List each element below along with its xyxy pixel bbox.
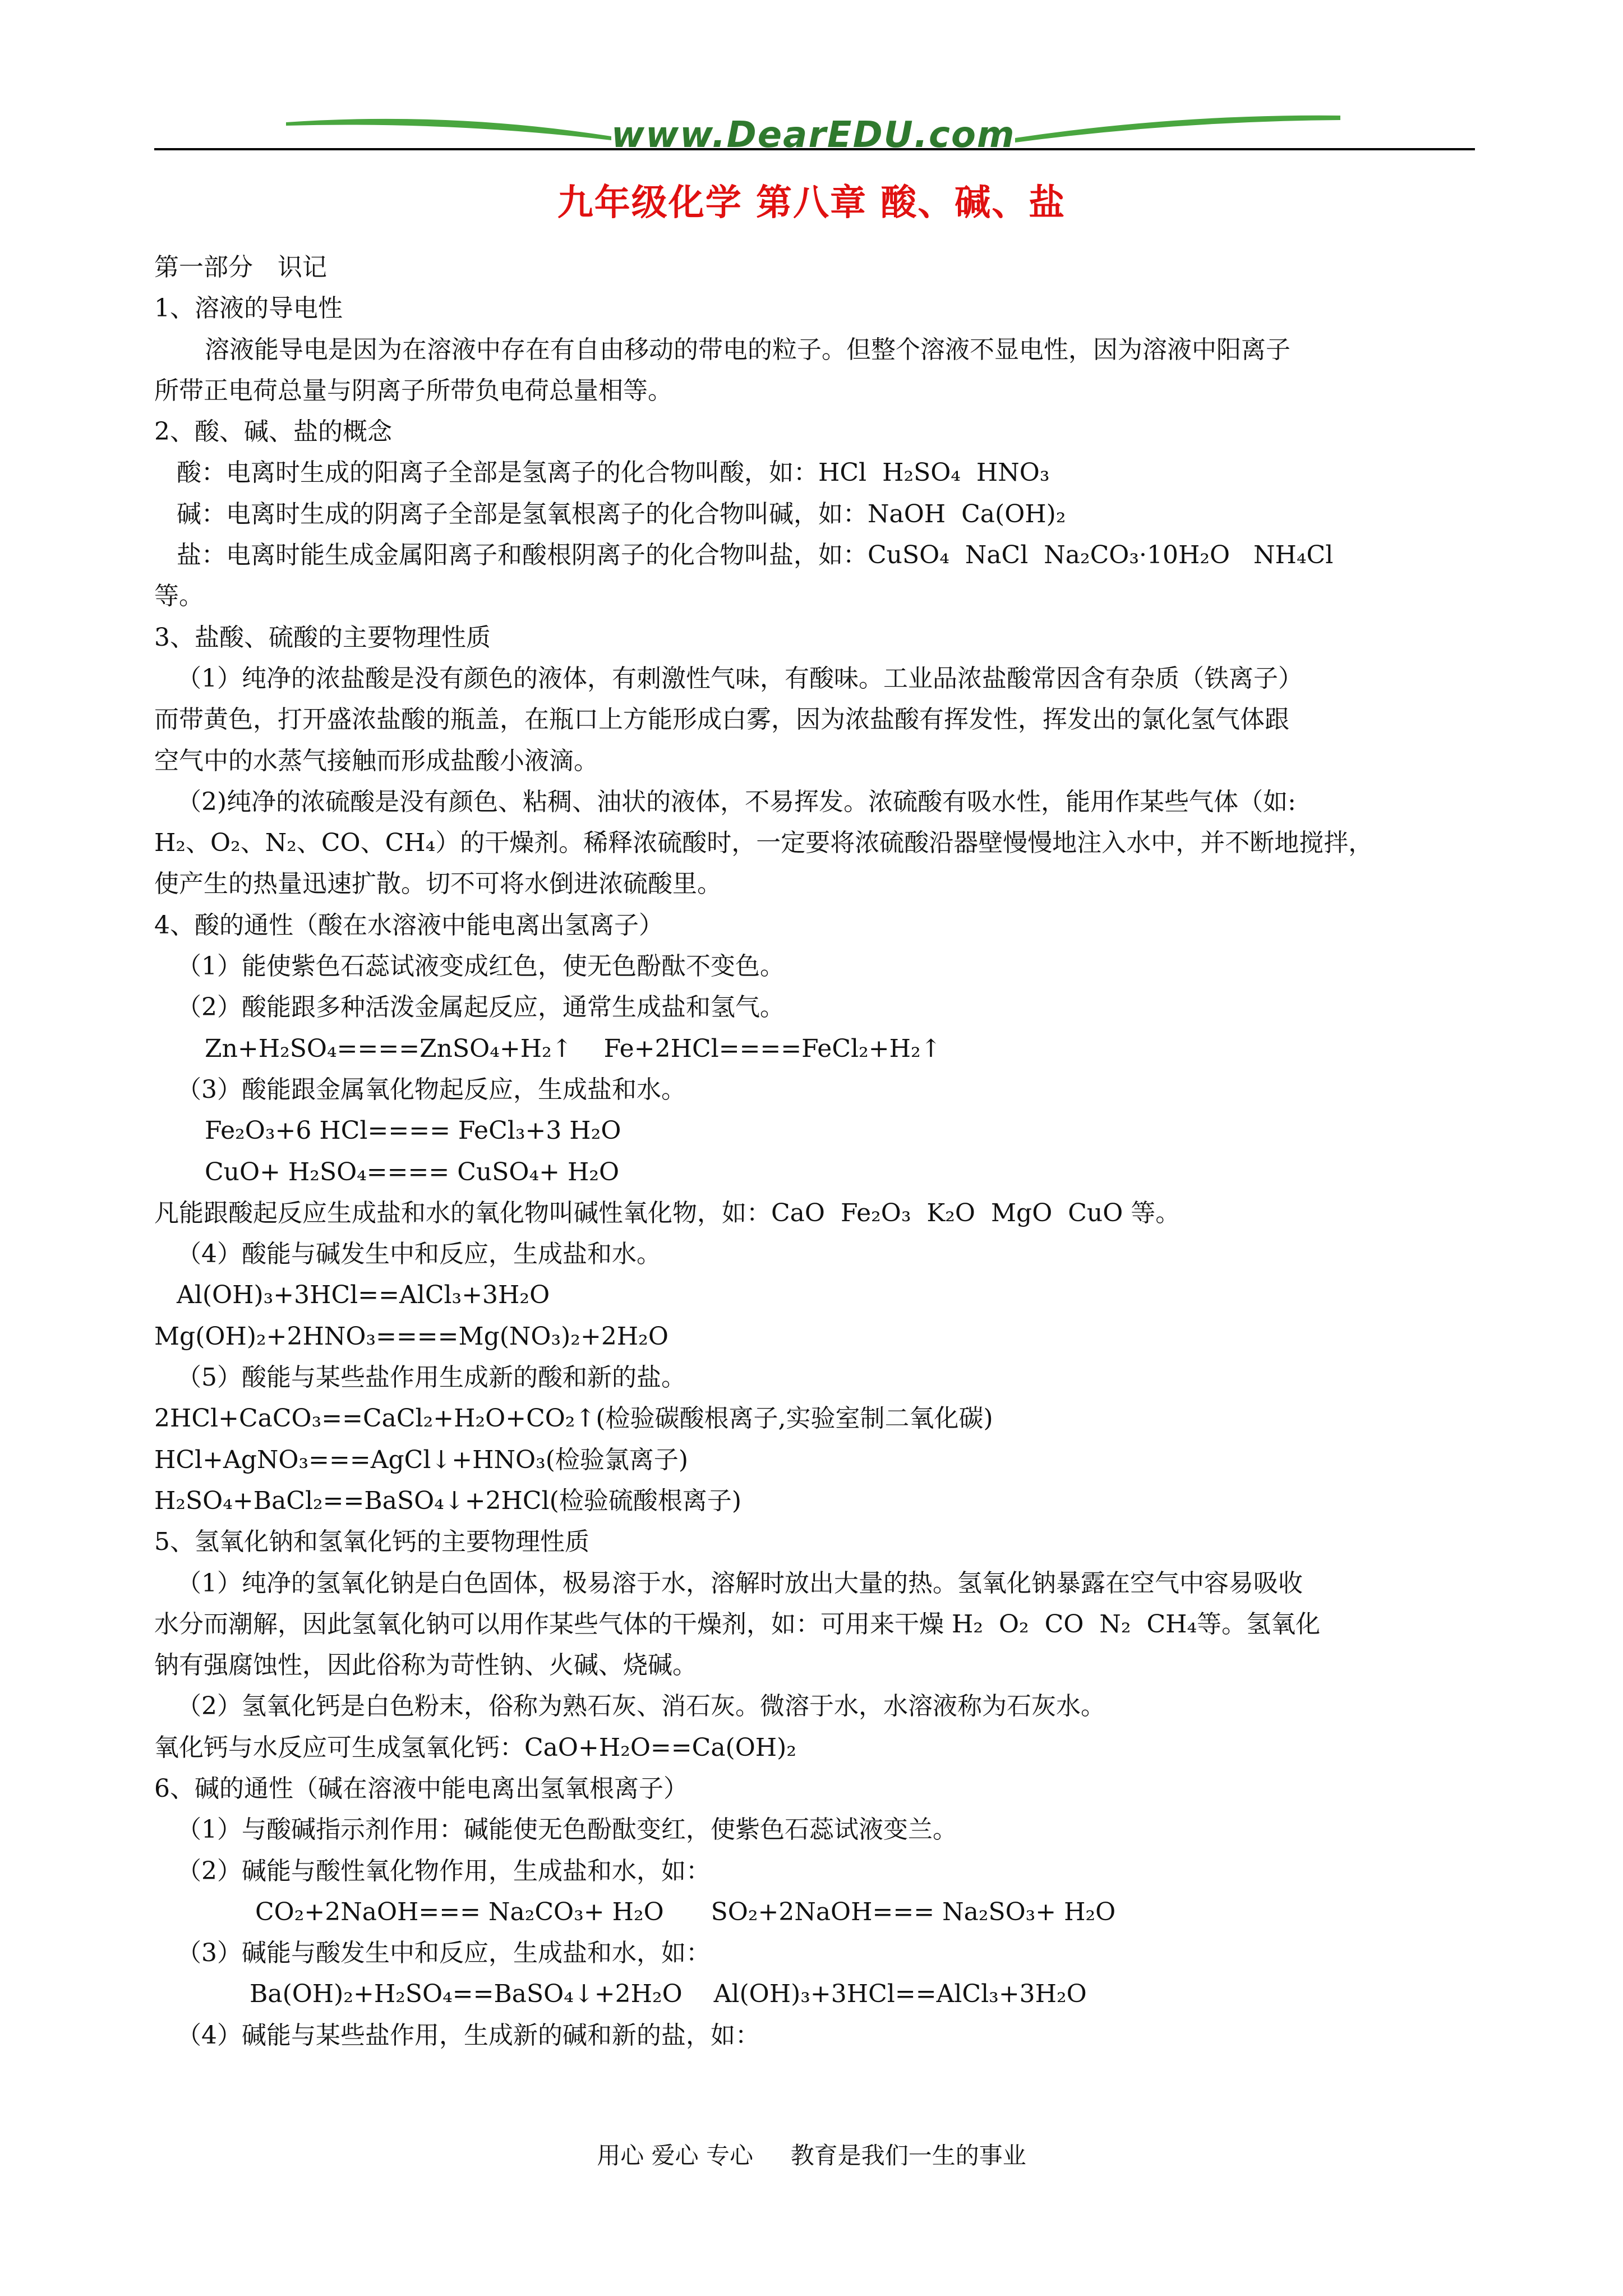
text-line: （1）纯净的浓盐酸是没有颜色的液体，有刺激性气味，有酸味。工业品浓盐酸常因含有杂质（铁离子） xyxy=(177,664,1303,693)
text-line: 等。 xyxy=(154,582,204,611)
text-line: 凡能跟酸起反应生成盐和水的氧化物叫碱性氧化物，如：CaO Fe₂O₃ K₂O MgO CuO 等。 xyxy=(154,1198,1181,1227)
text-line: （2）氢氧化钙是白色粉末，俗称为熟石灰、消石灰。微溶于水，水溶液称为石灰水。 xyxy=(177,1692,1105,1721)
text-line: Ba(OH)₂+H₂SO₄==BaSO₄↓+2H₂O Al(OH)₃+3HCl==AlCl₃+3H₂O xyxy=(250,1980,1087,2009)
document-body xyxy=(154,247,1478,2056)
text-line: 溶液能导电是因为在溶液中存在有自由移动的带电的粒子。但整个溶液不显电性，因为溶液中阳离子 xyxy=(205,335,1290,364)
logo-text: www.DearEDU.com xyxy=(611,114,1016,156)
text-line: （4）碱能与某些盐作用，生成新的碱和新的盐，如： xyxy=(177,2021,760,2050)
text-line: 盐：电离时能生成金属阳离子和酸根阴离子的化合物叫盐，如：CuSO₄ NaCl Na₂CO₃·10H₂O NH₄Cl xyxy=(177,541,1334,570)
text-line: （3）酸能跟金属氧化物起反应，生成盐和水。 xyxy=(177,1075,686,1104)
text-line: （5）酸能与某些盐作用生成新的酸和新的盐。 xyxy=(177,1363,686,1392)
text-line: 第一部分 识记 xyxy=(154,253,327,282)
text-line: Fe₂O₃+6 HCl==== FeCl₃+3 H₂O xyxy=(205,1116,621,1145)
text-line: HCl+AgNO₃===AgCl↓+HNO₃(检验氯离子) xyxy=(154,1445,689,1474)
text-line: 1、溶液的导电性 xyxy=(154,294,343,323)
text-line: 3、盐酸、硫酸的主要物理性质 xyxy=(154,623,491,652)
text-line: （2）碱能与酸性氧化物作用，生成盐和水，如： xyxy=(177,1856,711,1885)
text-line: 水分而潮解，因此氢氧化钠可以用作某些气体的干燥剂，如：可用来干燥 H₂ O₂ CO N₂ CH₄等。氢氧化 xyxy=(154,1609,1321,1639)
site-logo xyxy=(280,105,1346,162)
text-line: 4、酸的通性（酸在水溶液中能电离出氢离子） xyxy=(154,910,663,940)
text-line: H₂、O₂、N₂、CO、CH₄）的干燥剂。稀释浓硫酸时，一定要将浓硫酸沿器壁慢慢地注入水中，并不断地搅拌， xyxy=(154,829,1373,858)
text-line: 氧化钙与水反应可生成氢氧化钙：CaO+H₂O==Ca(OH)₂ xyxy=(154,1733,796,1762)
text-line: 所带正电荷总量与阴离子所带负电荷总量相等。 xyxy=(154,376,672,405)
text-line: （1）能使紫色石蕊试液变成红色，使无色酚酞不变色。 xyxy=(177,952,785,981)
text-line: （1）与酸碱指示剂作用：碱能使无色酚酞变红，使紫色石蕊试液变兰。 xyxy=(177,1815,957,1844)
text-line: 空气中的水蒸气接触而形成盐酸小液滴。 xyxy=(154,746,598,775)
text-line: CuO+ H₂SO₄==== CuSO₄+ H₂O xyxy=(205,1157,620,1186)
text-line: Zn+H₂SO₄====ZnSO₄+H₂↑ Fe+2HCl====FeCl₂+H₂↑ xyxy=(205,1034,942,1063)
text-line: Mg(OH)₂+2HNO₃====Mg(NO₃)₂+2H₂O xyxy=(154,1322,668,1351)
text-line: （3）碱能与酸发生中和反应，生成盐和水，如： xyxy=(177,1939,711,1968)
text-line: （2)纯净的浓硫酸是没有颜色、粘稠、油状的液体，不易挥发。浓硫酸有吸水性，能用作某些气体（如: xyxy=(177,787,1296,816)
page-title: 九年级化学 第八章 酸、碱、盐 xyxy=(557,182,1066,224)
text-line: 使产生的热量迅速扩散。切不可将水倒进浓硫酸里。 xyxy=(154,869,722,899)
text-line: 钠有强腐蚀性，因此俗称为苛性钠、火碱、烧碱。 xyxy=(154,1651,697,1680)
text-line: Al(OH)₃+3HCl==AlCl₃+3H₂O xyxy=(177,1281,550,1310)
text-line: （1）纯净的氢氧化钠是白色固体，极易溶于水，溶解时放出大量的热。氢氧化钠暴露在空气中容易吸收 xyxy=(177,1568,1303,1598)
text-line: （4）酸能与碱发生中和反应，生成盐和水。 xyxy=(177,1240,661,1269)
text-line: 2HCl+CaCO₃==CaCl₂+H₂O+CO₂↑(检验碳酸根离子,实验室制二氧化碳) xyxy=(154,1404,993,1433)
text-line: 5、氢氧化钠和氢氧化钙的主要物理性质 xyxy=(154,1527,589,1557)
text-line: CO₂+2NaOH=== Na₂CO₃+ H₂O SO₂+2NaOH=== Na₂SO₃+ H₂O xyxy=(255,1897,1116,1926)
text-line: 6、碱的通性（碱在溶液中能电离出氢氧根离子） xyxy=(154,1774,688,1803)
header-rule xyxy=(154,148,1475,150)
text-line: 酸：电离时生成的阳离子全部是氢离子的化合物叫酸，如：HCl H₂SO₄ HNO₃ xyxy=(177,458,1050,487)
text-line: 2、酸、碱、盐的概念 xyxy=(154,417,392,447)
footer-slogan: 用心 爱心 专心 教育是我们一生的事业 xyxy=(597,2142,1026,2169)
text-line: （2）酸能跟多种活泼金属起反应，通常生成盐和氢气。 xyxy=(177,993,785,1022)
text-line: 而带黄色，打开盛浓盐酸的瓶盖，在瓶口上方能形成白雾，因为浓盐酸有挥发性，挥发出的氯化氢气体跟 xyxy=(154,705,1289,734)
text-line: H₂SO₄+BaCl₂==BaSO₄↓+2HCl(检验硫酸根离子) xyxy=(154,1486,741,1515)
text-line: 碱：电离时生成的阴离子全部是氢氧根离子的化合物叫碱，如：NaOH Ca(OH)₂ xyxy=(177,499,1066,528)
